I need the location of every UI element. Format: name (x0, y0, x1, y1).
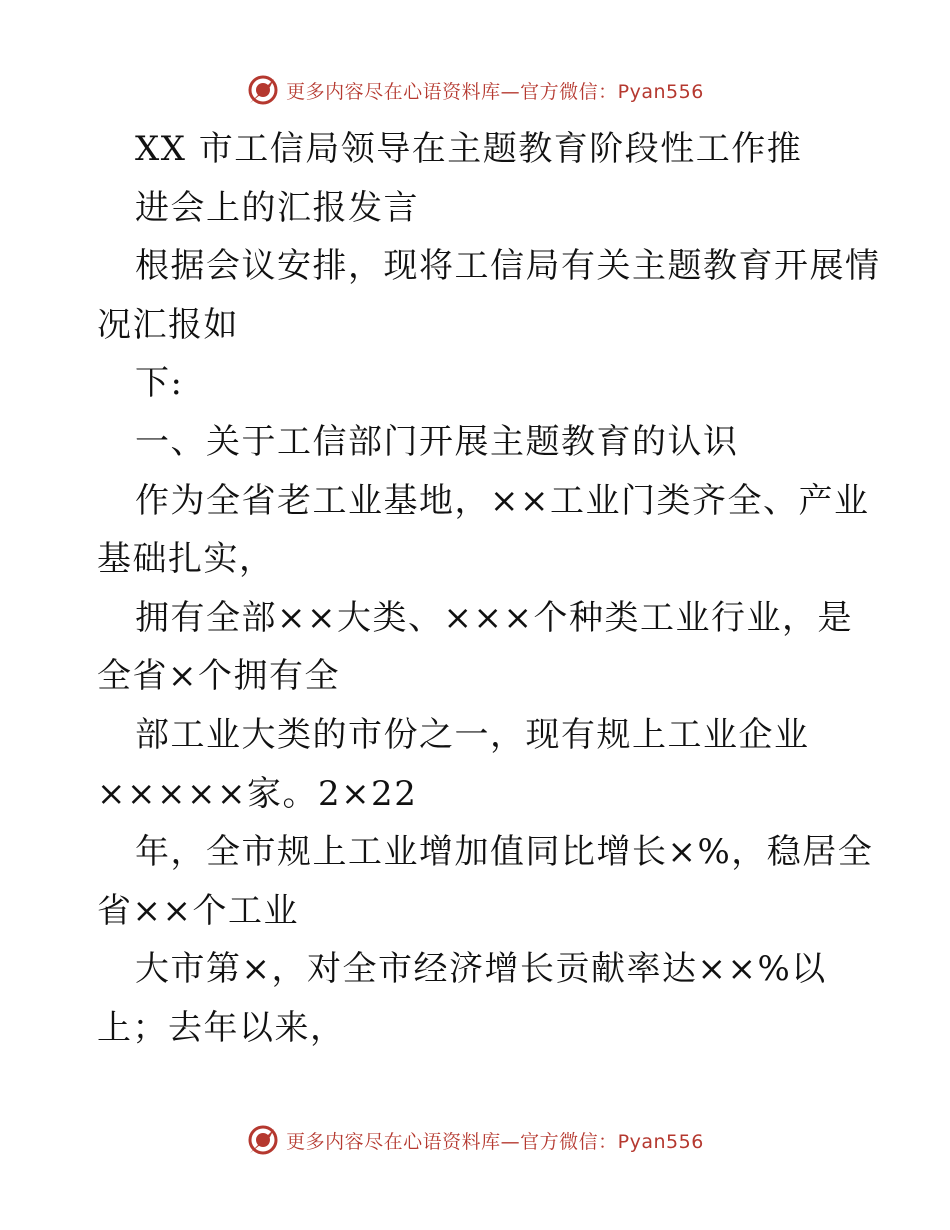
paragraph-line: 大市第×，对全市经济增长贡献率达××%以 (135, 949, 827, 990)
paragraph-line: 况汇报如 (97, 304, 239, 345)
paragraph-line: 拥有全部××大类、×××个种类工业行业，是 (135, 597, 853, 638)
paragraph-line: 一、关于工信部门开展主题教育的认识 (135, 421, 739, 462)
paragraph-line: 部工业大类的市份之一，现有规上工业企业 (135, 714, 810, 755)
header-banner-text: 更多内容尽在心语资料库—官方微信：Pyan556 (286, 80, 704, 103)
paragraph-line: 作为全省老工业基地，××工业门类齐全、产业 (135, 480, 870, 521)
quill-logo-icon (246, 1123, 280, 1157)
paragraph-line: 基础扎实， (97, 539, 275, 580)
paragraph-line: XX 市工信局领导在主题教育阶段性工作推 (135, 129, 803, 169)
paragraph-line: 根据会议安排，现将工信局有关主题教育开展情 (135, 246, 881, 287)
header-banner (0, 70, 950, 110)
quill-logo-icon (246, 73, 280, 107)
paragraph-line: 年，全市规上工业增加值同比增长×%，稳居全 (135, 832, 874, 873)
paragraph-line: 下: (135, 363, 184, 404)
paragraph-line: 进会上的汇报发言 (135, 187, 419, 228)
paragraph-line: 全省×个拥有全 (97, 656, 340, 697)
paragraph-line: ×××××家。2×22 (97, 773, 418, 814)
document-body (97, 120, 881, 1058)
footer-banner (0, 1120, 950, 1160)
paragraph-line: 上；去年以来， (97, 1007, 346, 1048)
footer-banner-text: 更多内容尽在心语资料库—官方微信：Pyan556 (286, 1130, 704, 1153)
paragraph-line: 省××个工业 (97, 890, 299, 931)
